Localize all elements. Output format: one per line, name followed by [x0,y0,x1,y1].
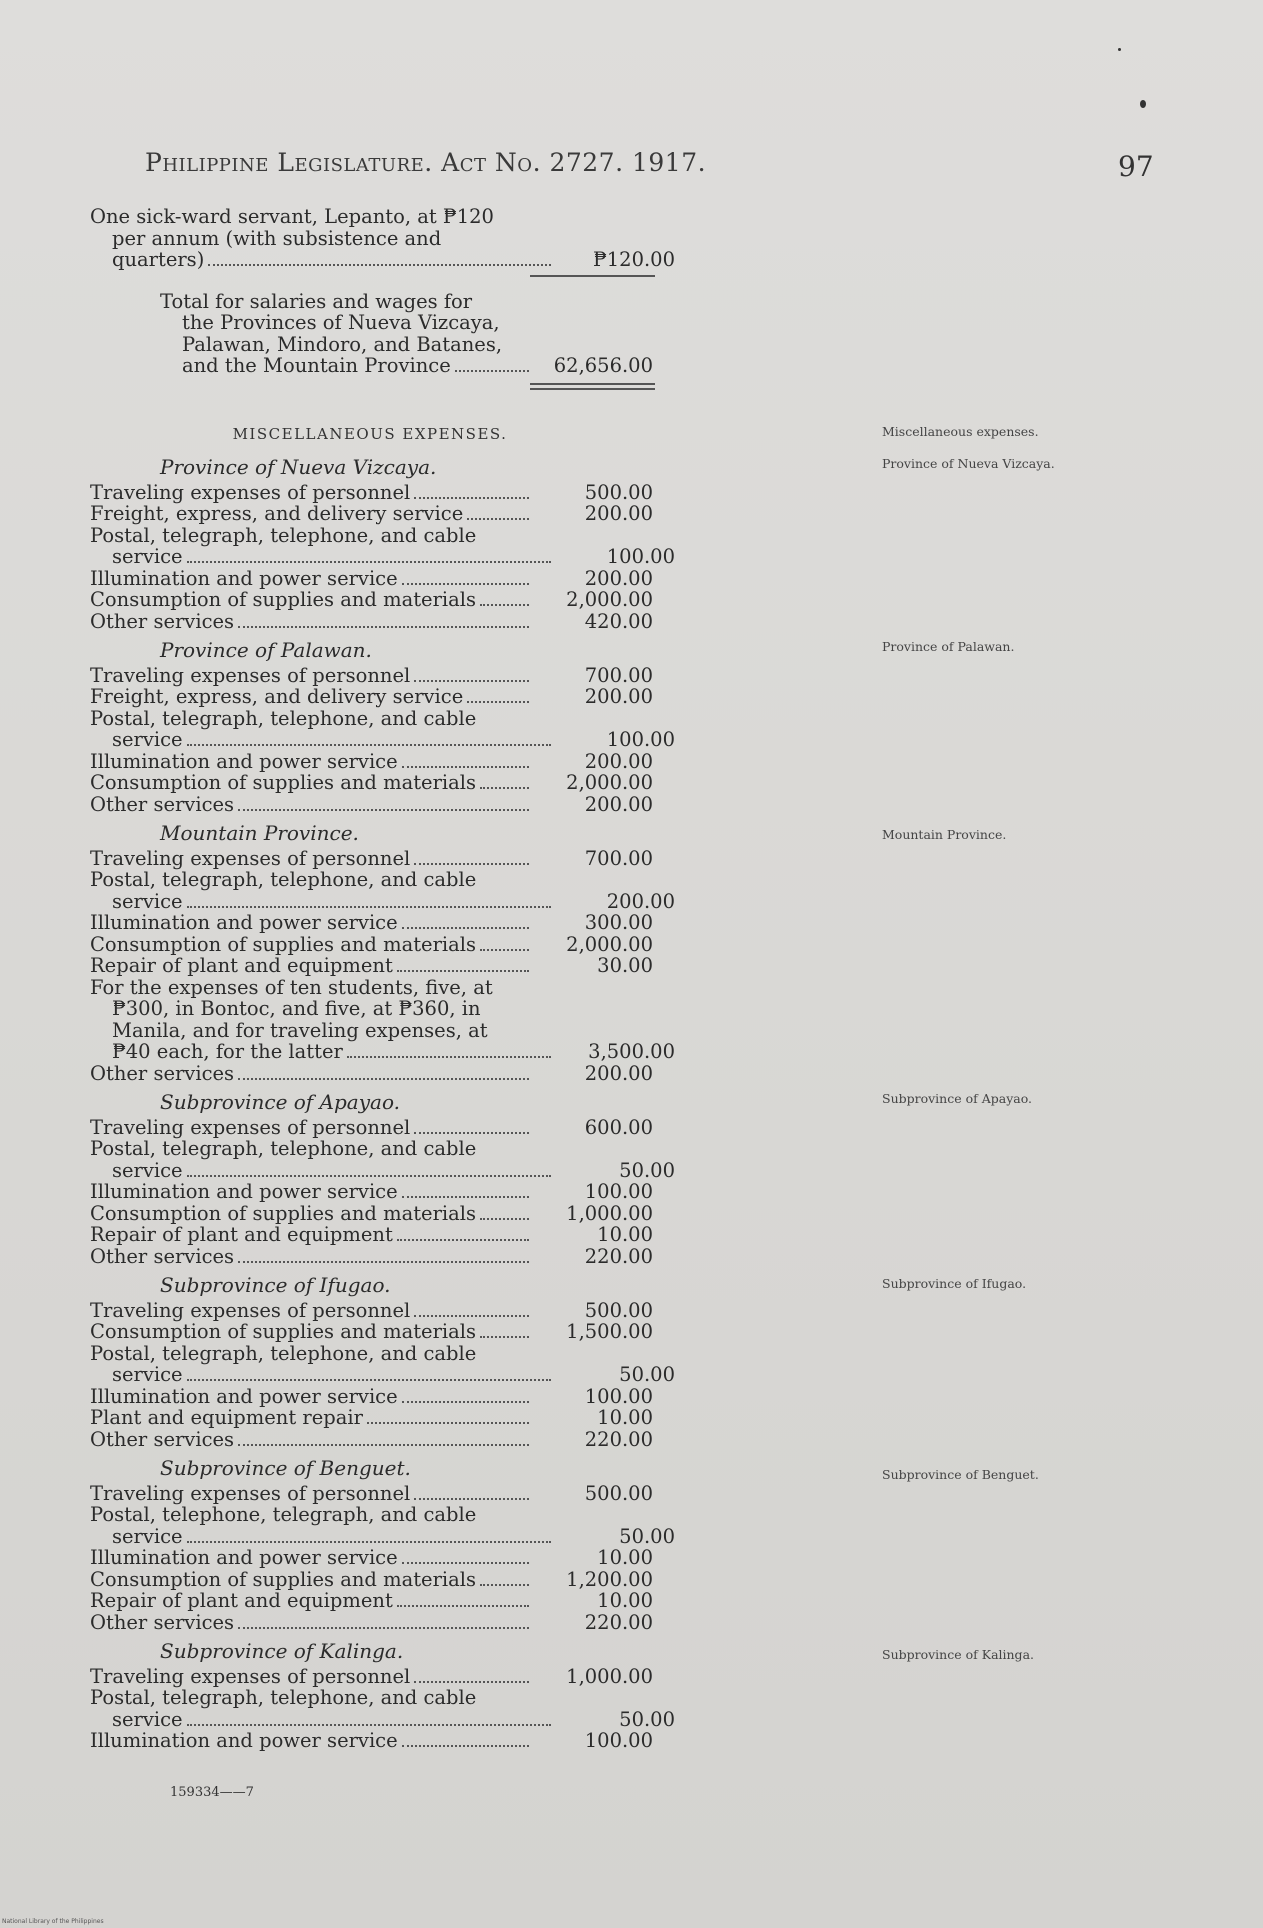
dot-leader [402,926,529,929]
expense-amount: 30.00 [597,954,653,977]
province-heading: Subprovince of Ifugao. [160,1273,391,1297]
expense-line: service [112,1524,183,1548]
expense-item [90,1590,690,1612]
dot-leader [187,743,551,746]
dot-leader [402,1744,529,1747]
expense-line: Postal, telegraph, telephone, and cable [90,868,477,891]
expense-amount: 10.00 [597,1546,653,1569]
expense-item [90,848,690,870]
page-header: Philippine Legislature. Act No. 2727. 1917. [145,148,707,177]
expense-line: Consumption of supplies and materials [90,588,477,611]
expense-line: Repair of plant and equipment [90,1223,393,1246]
expense-line: Illumination and power service [90,1546,398,1569]
margin-note: Subprovince of Benguet. [882,1467,1039,1482]
dot-leader [414,679,529,682]
expense-item [90,568,690,590]
expense-item [90,686,690,708]
dot-leader [414,862,529,865]
expense-line: service [112,1707,183,1731]
dot-leader [467,700,529,703]
province-heading: Province of Palawan. [160,638,372,662]
expense-amount: 200.00 [584,1061,653,1085]
expense-amount: 50.00 [619,1707,675,1731]
margin-note: Subprovince of Kalinga. [882,1647,1034,1662]
expense-line: Illumination and power service [90,1729,398,1752]
dot-leader [367,1421,529,1424]
province-heading: Province of Nueva Vizcaya. [160,455,437,479]
expense-line: Manila, and for traveling expenses, at [112,1018,488,1042]
dot-leader [238,1260,529,1263]
subtotal-rule [530,275,655,277]
expense-amount: 700.00 [584,846,653,870]
expense-amount: 1,500.00 [566,1320,653,1343]
expense-line: Other services [90,1244,235,1268]
expense-item [90,934,690,956]
expense-amount: 200.00 [584,566,653,590]
expense-item [90,1483,690,1505]
province-heading: Subprovince of Benguet. [160,1456,411,1480]
total-line-2: the Provinces of Nueva Vizcaya, [182,311,500,334]
expense-line: ₱300, in Bontoc, and five, at ₱360, in [112,997,481,1020]
dot-leader [208,263,551,266]
expense-item [90,503,690,525]
dot-leader [397,1604,529,1607]
expense-amount: 100.00 [606,545,675,568]
dot-leader [480,603,529,606]
expense-line: Illumination and power service [90,911,398,934]
dot-leader [414,1680,529,1683]
expense-amount: 100.00 [606,728,675,751]
expense-line: Traveling expenses of personnel [90,1481,411,1505]
opening-line-3: quarters) [112,248,205,271]
dot-leader [238,625,529,628]
expense-item [90,912,690,934]
expense-sections [90,457,690,1752]
expense-item [90,1666,690,1688]
expense-amount: 50.00 [619,1363,675,1386]
dot-leader [187,560,551,563]
expense-amount: 50.00 [619,1158,675,1182]
dot-leader [414,1314,529,1317]
expense-item [90,1321,690,1343]
expense-line: service [112,1363,183,1386]
margin-note: Miscellaneous expenses. [882,424,1039,439]
total-amount: 62,656.00 [553,354,653,377]
dot-leader [238,1626,529,1629]
dot-leader [414,1497,529,1500]
expense-line: Freight, express, and delivery service [90,685,464,708]
expense-item [90,1612,690,1634]
total-line-3: Palawan, Mindoro, and Batanes, [182,332,503,356]
opening-line-1: One sick-ward servant, Lepanto, at ₱120 [90,205,494,228]
opening-item [90,206,690,271]
opening-amount: ₱120.00 [593,248,675,271]
expense-line: Other services [90,1610,235,1634]
dot-leader [397,1238,529,1241]
scan-credit: National Library of the Philippines [2,1918,104,1925]
expense-line: Consumption of supplies and materials [90,932,477,956]
expense-line: Illumination and power service [90,1384,398,1408]
province-heading: Subprovince of Kalinga. [160,1639,404,1663]
expense-item [90,869,690,912]
opening-line-2: per annum (with subsistence and [112,226,442,250]
expense-line: Illumination and power service [90,749,398,773]
expense-amount: 200.00 [584,502,653,525]
expense-line: Traveling expenses of personnel [90,480,411,504]
expense-amount: 2,000.00 [566,771,653,794]
dot-leader [402,1561,529,1564]
expense-item [90,611,690,633]
expense-item [90,1343,690,1386]
dot-leader [480,1583,529,1586]
double-rule-top [530,383,655,385]
margin-note: Mountain Province. [882,827,1007,842]
double-rule-bottom [530,388,655,390]
page-number: 97 [1118,150,1154,183]
expense-line: Repair of plant and equipment [90,1589,393,1612]
expense-line: Postal, telegraph, telephone, and cable [90,523,477,547]
expense-line: Postal, telegraph, telephone, and cable [90,1686,477,1709]
expense-item [90,708,690,751]
expense-item [90,794,690,816]
expense-item [90,1569,690,1591]
expense-item [90,482,690,504]
expense-item [90,589,690,611]
dot-leader [480,948,529,951]
expense-line: Postal, telephone, telegraph, and cable [90,1503,477,1526]
province-heading: Subprovince of Apayao. [160,1090,400,1114]
expense-item [90,1063,690,1085]
expense-amount: 200.00 [584,685,653,708]
expense-amount: 100.00 [584,1729,653,1752]
dot-leader [397,969,529,972]
expense-amount: 500.00 [584,1481,653,1505]
margin-note: Subprovince of Ifugao. [882,1276,1027,1291]
dot-leader [414,496,529,499]
expense-line: service [112,728,183,751]
expense-line: service [112,889,183,913]
total-item [90,291,690,377]
expense-amount: 220.00 [584,1610,653,1634]
expense-item [90,1504,690,1547]
expense-line: Consumption of supplies and materials [90,771,477,794]
expense-item [90,1407,690,1429]
dot-leader [402,765,529,768]
province-heading: Mountain Province. [160,821,359,845]
dot-leader [480,786,529,789]
margin-note: Subprovince of Apayao. [882,1091,1032,1106]
expense-line: Other services [90,792,235,816]
printer-signature: 159334——7 [170,1785,254,1800]
dot-leader [402,1195,529,1198]
expense-item [90,1203,690,1225]
expense-item [90,1429,690,1451]
expense-item [90,1547,690,1569]
expense-line: Traveling expenses of personnel [90,1115,411,1139]
expense-item [90,665,690,687]
expense-amount: 1,000.00 [566,1664,653,1688]
expense-amount: 600.00 [584,1115,653,1139]
expense-line: Other services [90,609,235,633]
expense-amount: 220.00 [584,1427,653,1451]
dot-leader [187,905,551,908]
expense-amount: 100.00 [584,1180,653,1203]
appropriation-body [90,206,690,1752]
expense-line: ₱40 each, for the latter [112,1040,343,1063]
expense-amount: 1,000.00 [566,1201,653,1225]
total-line-1: Total for salaries and wages for [160,289,473,313]
expense-line: Traveling expenses of personnel [90,663,411,687]
dot-leader [414,1131,529,1134]
margin-note: Province of Palawan. [882,639,1015,654]
expense-line: Consumption of supplies and materials [90,1567,477,1591]
dot-leader [455,369,529,372]
expense-item [90,1246,690,1268]
expense-item [90,1181,690,1203]
expense-amount: 100.00 [584,1384,653,1408]
expense-amount: 3,500.00 [588,1040,675,1063]
expense-item [90,1730,690,1752]
expense-amount: 2,000.00 [566,932,653,956]
dot-leader [347,1055,551,1058]
expense-amount: 500.00 [584,480,653,504]
expense-amount: 10.00 [597,1406,653,1429]
expense-item [90,751,690,773]
expense-item [90,525,690,568]
expense-item [90,955,690,977]
dot-leader [187,1540,551,1543]
dot-leader [467,517,529,520]
dot-leader [187,1723,551,1726]
expense-line: Illumination and power service [90,566,398,590]
total-line-4: and the Mountain Province [182,354,451,377]
expense-line: Other services [90,1427,235,1451]
scan-speck [1140,100,1146,108]
expense-item [90,1300,690,1322]
expense-item [90,1117,690,1139]
expense-line: Plant and equipment repair [90,1406,363,1429]
expense-line: Consumption of supplies and materials [90,1320,477,1343]
expense-amount: 200.00 [584,749,653,773]
dot-leader [187,1378,551,1381]
expense-line: Postal, telegraph, telephone, and cable [90,1137,477,1160]
expense-amount: 220.00 [584,1244,653,1268]
expense-line: Postal, telegraph, telephone, and cable [90,706,477,730]
expense-item [90,1687,690,1730]
expense-amount: 1,200.00 [566,1567,653,1591]
expense-line: Postal, telegraph, telephone, and cable [90,1341,477,1365]
expense-line: Consumption of supplies and materials [90,1201,477,1225]
expense-amount: 200.00 [584,792,653,816]
section-heading: MISCELLANEOUS EXPENSES. [232,424,508,443]
dot-leader [238,1443,529,1446]
expense-line: Repair of plant and equipment [90,954,393,977]
expense-amount: 700.00 [584,663,653,687]
dot-leader [238,1077,529,1080]
expense-line: service [112,1158,183,1182]
dot-leader [238,808,529,811]
expense-line: service [112,545,183,568]
dot-leader [402,1400,529,1403]
expense-line: Freight, express, and delivery service [90,502,464,525]
expense-amount: 200.00 [606,889,675,913]
expense-amount: 500.00 [584,1298,653,1322]
expense-line: Traveling expenses of personnel [90,1664,411,1688]
dot-leader [187,1174,551,1177]
dot-leader [402,582,529,585]
expense-line: Traveling expenses of personnel [90,846,411,870]
expense-line: For the expenses of ten students, five, at [90,975,493,999]
expense-item [90,772,690,794]
expense-amount: 10.00 [597,1223,653,1246]
dot-leader [480,1217,529,1220]
expense-item [90,977,690,1063]
expense-item [90,1386,690,1408]
expense-amount: 300.00 [584,911,653,934]
dot-leader [480,1335,529,1338]
expense-amount: 420.00 [584,609,653,633]
expense-amount: 10.00 [597,1589,653,1612]
margin-note: Province of Nueva Vizcaya. [882,456,1055,471]
expense-line: Other services [90,1061,235,1085]
expense-item [90,1138,690,1181]
expense-item [90,1224,690,1246]
expense-amount: 50.00 [619,1524,675,1548]
scan-speck [1118,48,1121,51]
expense-amount: 2,000.00 [566,588,653,611]
expense-line: Illumination and power service [90,1180,398,1203]
expense-line: Traveling expenses of personnel [90,1298,411,1322]
